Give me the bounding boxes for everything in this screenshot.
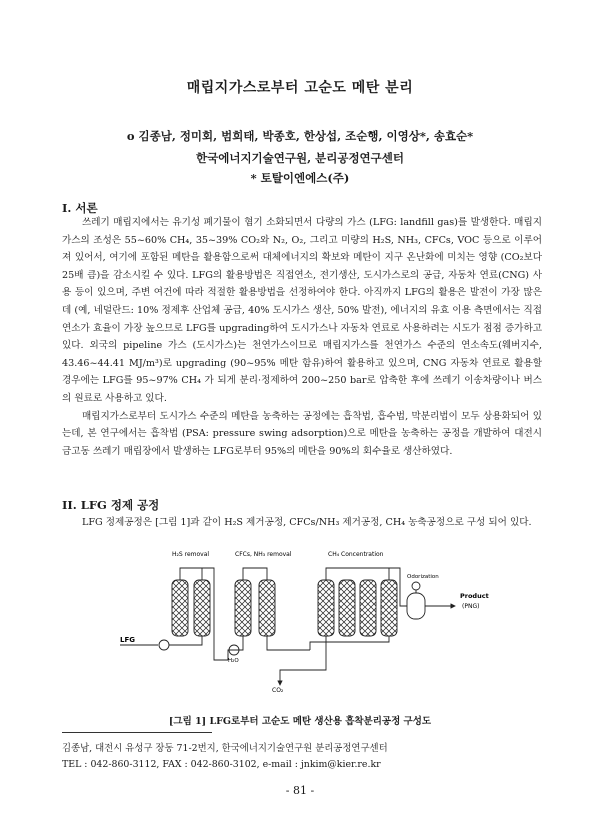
ch4-column-2 xyxy=(339,580,355,636)
line-to-h2s xyxy=(169,636,202,645)
ch4-column-1 xyxy=(318,580,334,636)
section-2-heading: II. LFG 정제 공정 xyxy=(62,498,160,512)
h2s-top-manifold xyxy=(180,568,202,580)
ch4-top-manifold xyxy=(326,568,389,580)
cfcs-manifold xyxy=(243,568,267,580)
section-1-heading: I. 서론 xyxy=(62,201,98,215)
h2s-column-1 xyxy=(172,580,188,636)
label-odorization: Odorization xyxy=(407,574,439,580)
feed-compressor xyxy=(159,640,169,650)
process-flow-diagram xyxy=(110,550,490,700)
h2s-column-2 xyxy=(194,580,210,636)
paper-title: 매립지가스로부터 고순도 메탄 분리 xyxy=(186,80,414,96)
ch4-vent-line xyxy=(280,636,326,685)
product-tank xyxy=(407,593,425,619)
author-list: o 김종남, 정미회, 범희태, 박종호, 한상섭, 조순행, 이영상*, 송효순* xyxy=(126,129,474,143)
label-lfg: LFG xyxy=(120,636,135,644)
cfcs-column-2 xyxy=(259,580,275,636)
cfcs-bottom-line xyxy=(267,636,310,650)
section-1-paragraph-2: 매립지가스로부터 도시가스 수준의 메탄을 농축하는 공정에는 흡착법, 흡수법, 막분리법이 모두 상용화되어 있는데, 본 연구에서는 흡착법 (PSA: pressure swing adsorption)으로 메탄을 농축하는 공정을 개발하여 대전시 금고동 쓰레기 매립장에서 발생하는 LFG로부터 95%의 메탄을 90%의 회수율로 생산하였다. xyxy=(62,410,542,457)
ch4-column-4 xyxy=(381,580,397,636)
section-1-body xyxy=(62,214,542,460)
footer-address: 김종남, 대전시 유성구 장동 71-2번지, 한국에너지기술연구원 분리공정연구센터 xyxy=(62,743,388,754)
cfcs-feed-line xyxy=(228,636,243,660)
label-product: Product xyxy=(460,592,489,600)
label-png: (PNG) xyxy=(462,603,480,610)
cfcs-column-1 xyxy=(235,580,251,636)
footer-contact: TEL : 042-860-3112, FAX : 042-860-3102, e-mail : jnkim@kier.re.kr xyxy=(62,759,381,770)
section-2-body xyxy=(62,514,542,532)
footnote-rule xyxy=(62,732,212,733)
section-2-paragraph-1: LFG 정제공정은 [그림 1]과 같이 H₂S 제거공정, CFCs/NH₃ 제거공정, CH₄ 농축공정으로 구성 되어 있다. xyxy=(82,517,532,528)
odorant-tank xyxy=(412,582,420,590)
ch4-feed-line xyxy=(310,636,389,650)
label-ch4-concentration: CH₄ Concentration xyxy=(328,551,384,558)
affiliation-secondary: * 토탈이엔에스(주) xyxy=(250,171,350,185)
label-cfcs-removal: CFCs, NH₃ removal xyxy=(235,551,292,558)
ch4-column-3 xyxy=(360,580,376,636)
label-h2o: H₂O xyxy=(228,658,239,664)
label-h2s-removal: H₂S removal xyxy=(172,551,210,558)
page-number: - 81 - xyxy=(285,784,315,797)
section-1-paragraph-1: 쓰레기 매립지에서는 유기성 폐기물이 혐기 소화되면서 다량의 가스 (LFG: landfill gas)를 발생한다. 매립지가스의 조성은 55~60% CH₄, 35~39% CO₂와 N₂, O₂, 그리고 미량의 H₂S, NH₃, CFCs, VOC 등으로 이루어져 있어서, 여기에 포함된 메탄을 활용함으로써 대체에너지의 확보와 메탄이 지구 온난화에 미치는 영향 (CO₂보다 25배 큼)을 감소시킬 수 있다. LFG의 활용방법은 직접연소, 전기생산, 도시가스로의 공급, 자동차 연료(CNG) 사용 등이 있으며, 주변 여건에 따라 적절한 활용방법을 선정하여야 한다. 아직까지 LFG의 활용은 발전이 가장 많은데 (예, 네덜란드: 10% 정제후 산업체 공급, 40% 도시가스 생산, 50% 발전), 에너지의 유효 이용 측면에서는 직접연소가 효율이 가장 높으므로 LFG를 upgrading하여 도시가스나 자동차 연료로 사용하려는 시도가 점점 증가하고 있다. 외국의 pipeline 가스 (도시가스)는 천연가스이므로 매립지가스를 천연가스 수준의 연소속도(웨버지수, 43.46~44.41 MJ/m³)로 upgrading (90~95% 메탄 함유)하여 활용하고 있으며, CNG 자동차 연료로 활용할 경우에는 LFG를 95~97% CH₄ 가 되게 분리·정제하여 200~250 bar로 압축한 후에 쓰레기 이송차량이나 버스의 원료로 사용하고 있다. xyxy=(62,217,542,404)
label-co2: CO₂ xyxy=(272,687,284,694)
affiliation: 한국에너지기술연구원, 분리공정연구센터 xyxy=(196,151,404,165)
figure-caption: [그림 1] LFG로부터 고순도 메탄 생산용 흡착분리공정 구성도 xyxy=(168,716,432,727)
